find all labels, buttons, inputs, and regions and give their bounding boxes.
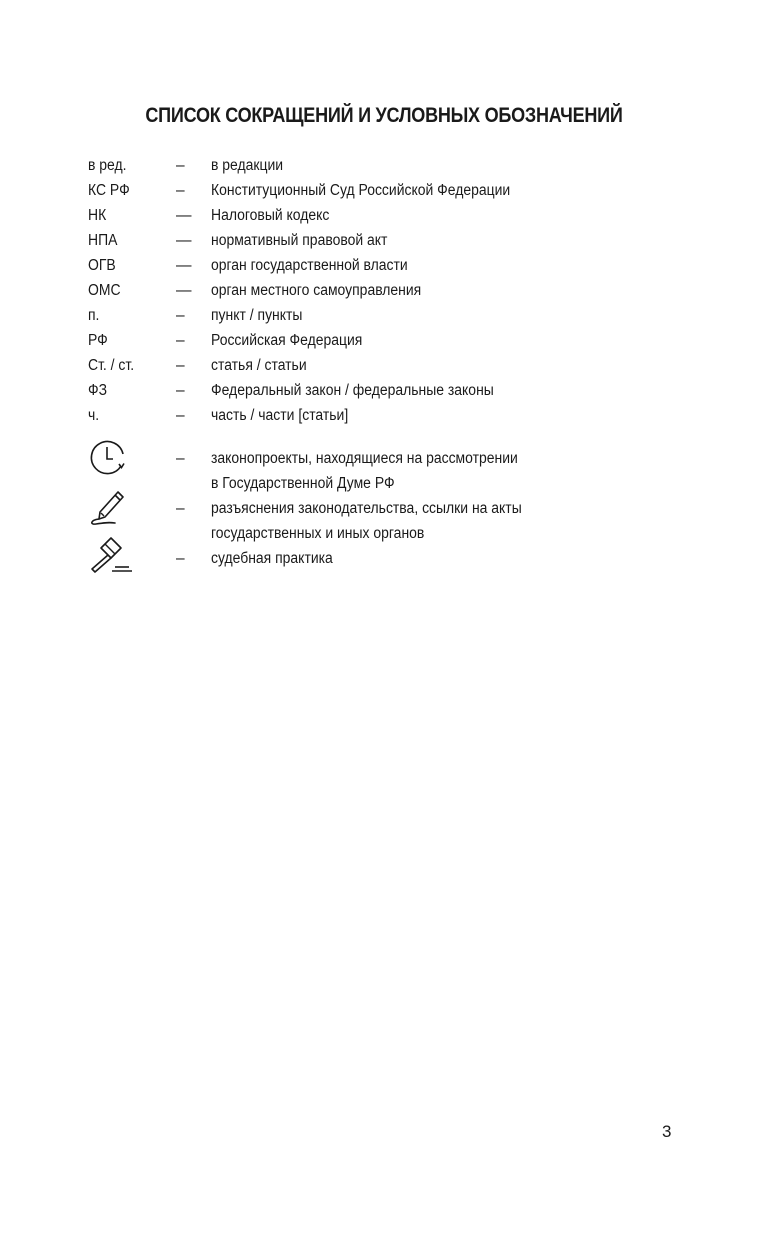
gavel-icon [88, 536, 136, 584]
abbreviation-definition: статья / статьи [211, 357, 307, 374]
list-item [88, 328, 708, 353]
dash: – [176, 500, 185, 517]
dash: – [176, 157, 185, 174]
dash: — [176, 207, 192, 224]
abbreviation-term: п. [88, 307, 100, 324]
page-title: СПИСОК СОКРАЩЕНИЙ И УСЛОВНЫХ ОБОЗНАЧЕНИЙ [145, 104, 623, 127]
symbol-definition-line: судебная практика [211, 550, 333, 567]
symbol-definition-line: в Государственной Думе РФ [211, 475, 395, 492]
dash: – [176, 450, 185, 467]
abbreviation-term: РФ [88, 332, 108, 349]
symbol-definition-line: государственных и иных органов [211, 525, 425, 542]
dash: – [176, 382, 185, 399]
abbreviation-definition: в редакции [211, 157, 284, 174]
abbreviation-definition: орган государственной власти [211, 257, 408, 274]
symbol-item [88, 496, 708, 546]
abbreviation-definition: Российская Федерация [211, 332, 363, 349]
symbol-definition-line: разъяснения законодательства, ссылки на акты [211, 500, 522, 517]
abbreviation-term: КС РФ [88, 182, 130, 199]
abbreviation-term: Ст. / ст. [88, 357, 135, 374]
dash: – [176, 550, 185, 567]
dash: – [176, 182, 185, 199]
abbreviation-definition: Конституционный Суд Российской Федерации [211, 182, 511, 199]
abbreviation-definition: Федеральный закон / федеральные законы [211, 382, 494, 399]
symbol-definition-line: законопроекты, находящиеся на рассмотрении [211, 450, 518, 467]
dash: – [176, 407, 185, 424]
list-item [88, 203, 708, 228]
pencil-icon [88, 484, 130, 536]
abbreviation-term: ОГВ [88, 257, 116, 274]
clock-refresh-icon [88, 438, 130, 486]
abbreviation-definition: пункт / пункты [211, 307, 303, 324]
abbreviation-term: ФЗ [88, 382, 108, 399]
list-item [88, 228, 708, 253]
dash: – [176, 332, 185, 349]
list-item [88, 153, 708, 178]
abbreviation-term: в ред. [88, 157, 127, 174]
abbreviation-definition: нормативный правовой акт [211, 232, 388, 249]
abbreviation-definition: часть / части [статьи] [211, 407, 349, 424]
page-number: 3 [662, 1122, 672, 1141]
symbol-definition [211, 546, 625, 571]
dash: — [176, 282, 192, 299]
abbreviation-list [88, 153, 708, 428]
list-item [88, 178, 708, 203]
list-item [88, 403, 708, 428]
list-item [88, 278, 708, 303]
list-item [88, 353, 708, 378]
symbol-definition [211, 496, 625, 546]
abbreviation-term: НК [88, 207, 107, 224]
symbol-item [88, 546, 708, 586]
dash: — [176, 257, 192, 274]
dash: — [176, 232, 192, 249]
list-item [88, 253, 708, 278]
symbol-item [88, 446, 708, 496]
abbreviation-definition: Налоговый кодекс [211, 207, 330, 224]
abbreviation-term: НПА [88, 232, 118, 249]
list-item [88, 303, 708, 328]
list-item [88, 378, 708, 403]
dash: – [176, 357, 185, 374]
abbreviation-definition: орган местного самоуправления [211, 282, 422, 299]
abbreviation-term: ОМС [88, 282, 121, 299]
dash: – [176, 307, 185, 324]
symbol-definition [211, 446, 625, 496]
abbreviation-term: ч. [88, 407, 100, 424]
